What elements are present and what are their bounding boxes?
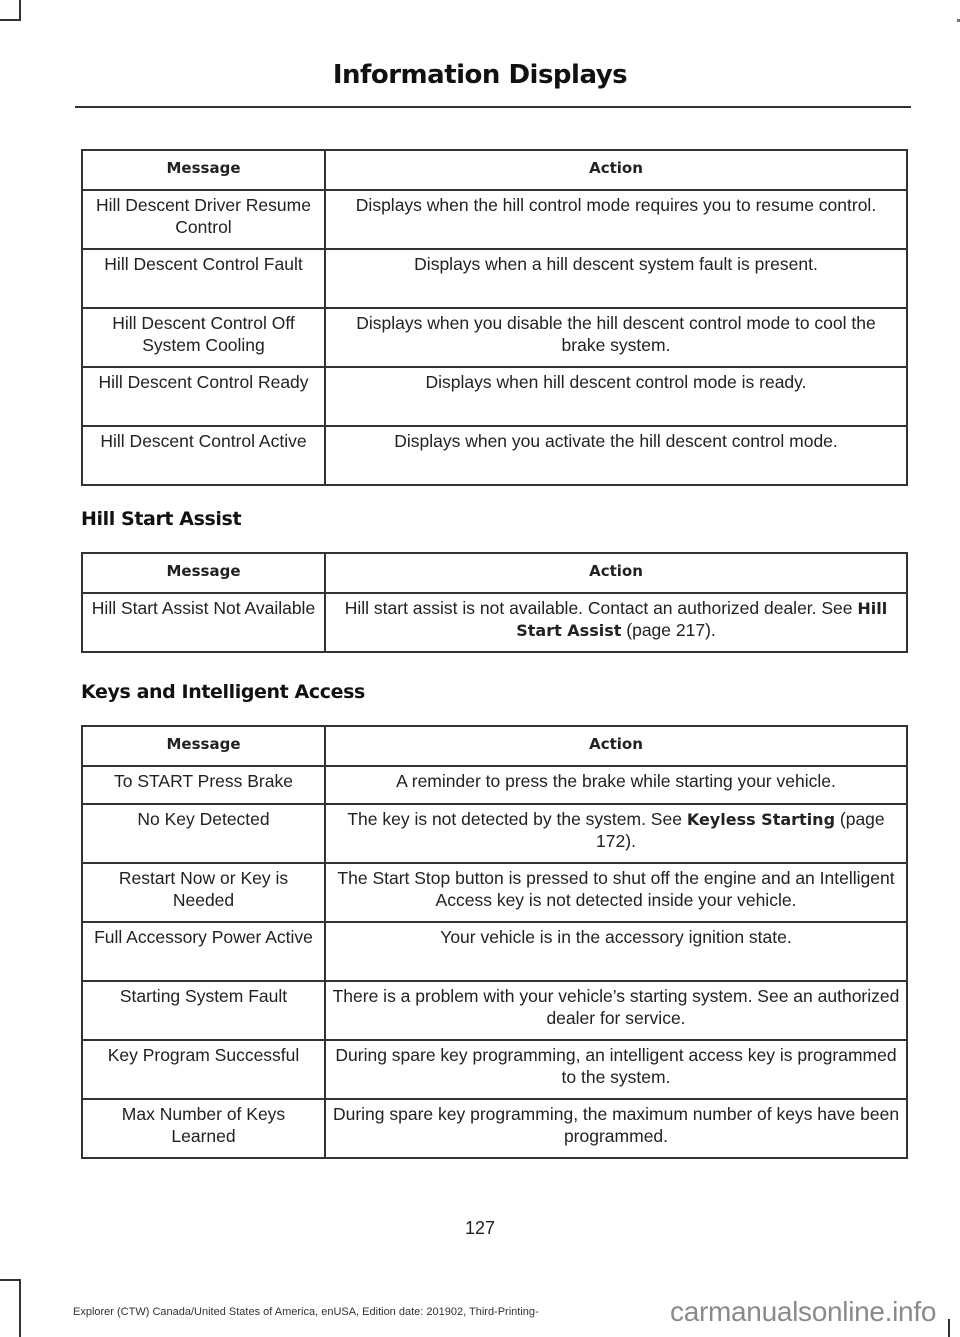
action-cell: Displays when you disable the hill descent control mode to cool the brake system. <box>325 308 907 367</box>
action-cell: During spare key programming, the maximum number of keys have been programmed. <box>325 1099 907 1158</box>
cross-reference-link[interactable]: Keyless Starting <box>686 810 836 829</box>
table-row <box>82 863 907 922</box>
table-row <box>82 922 907 981</box>
table-row <box>82 426 907 485</box>
action-cell <box>325 804 907 863</box>
title-divider <box>75 106 911 108</box>
column-header-action: Action <box>325 726 907 766</box>
message-cell: Hill Descent Control Off System Cooling <box>82 308 325 367</box>
action-text: The key is not detected by the system. See <box>347 809 682 829</box>
column-header-message: Message <box>82 553 325 593</box>
column-header-action: Action <box>325 553 907 593</box>
page-reference: (page 217). <box>626 619 716 640</box>
crop-mark-top-left <box>0 0 21 21</box>
column-header-message: Message <box>82 726 325 766</box>
table-row <box>82 249 907 308</box>
table-row <box>82 1040 907 1099</box>
table-header-row <box>82 150 907 190</box>
message-cell: Hill Descent Control Active <box>82 426 325 485</box>
crop-mark-bottom-left <box>0 1279 21 1337</box>
keys-intelligent-access-table <box>81 725 908 1159</box>
action-cell <box>325 593 907 652</box>
action-cell: Displays when a hill descent system fault is present. <box>325 249 907 308</box>
message-cell: No Key Detected <box>82 804 325 863</box>
action-cell: Displays when hill descent control mode is ready. <box>325 367 907 426</box>
message-cell: Hill Descent Driver Resume Control <box>82 190 325 249</box>
action-cell: A reminder to press the brake while starting your vehicle. <box>325 766 907 804</box>
message-cell: To START Press Brake <box>82 766 325 804</box>
message-cell: Starting System Fault <box>82 981 325 1040</box>
message-cell: Max Number of Keys Learned <box>82 1099 325 1158</box>
table-row <box>82 804 907 863</box>
hill-descent-table <box>81 149 908 486</box>
action-cell: Displays when you activate the hill descent control mode. <box>325 426 907 485</box>
message-cell: Full Accessory Power Active <box>82 922 325 981</box>
action-text: Hill start assist is not available. Contact an authorized dealer. See <box>344 598 853 618</box>
edition-footer: Explorer (CTW) Canada/United States of America, enUSA, Edition date: 201902, Third-Printing- <box>73 1306 539 1318</box>
table-row <box>82 190 907 249</box>
message-cell: Restart Now or Key is Needed <box>82 863 325 922</box>
column-header-message: Message <box>82 150 325 190</box>
hill-start-assist-table <box>81 552 908 653</box>
table-header-row <box>82 553 907 593</box>
crop-mark-bottom-right <box>948 1319 950 1337</box>
table-row <box>82 308 907 367</box>
section-heading-keys-intelligent-access: Keys and Intelligent Access <box>81 681 365 703</box>
action-cell: The Start Stop button is pressed to shut off the engine and an Intelligent Access key is not detected inside your vehicle. <box>325 863 907 922</box>
section-heading-hill-start-assist: Hill Start Assist <box>81 508 242 530</box>
message-cell: Hill Descent Control Fault <box>82 249 325 308</box>
column-header-action: Action <box>325 150 907 190</box>
page-title: Information Displays <box>332 60 628 90</box>
table-row <box>82 593 907 652</box>
table-row <box>82 981 907 1040</box>
message-cell: Hill Descent Control Ready <box>82 367 325 426</box>
table-row <box>82 367 907 426</box>
message-cell: Hill Start Assist Not Available <box>82 593 325 652</box>
table-row <box>82 766 907 804</box>
page-reference: (page 172). <box>596 809 885 851</box>
message-cell: Key Program Successful <box>82 1040 325 1099</box>
action-cell: Your vehicle is in the accessory ignition state. <box>325 922 907 981</box>
table-header-row <box>82 726 907 766</box>
page-number: 127 <box>464 1218 496 1238</box>
action-cell: During spare key programming, an intelligent access key is programmed to the system. <box>325 1040 907 1099</box>
table-row <box>82 1099 907 1158</box>
cross-reference-link[interactable]: Hill Start Assist <box>516 599 888 640</box>
watermark: carmanualsonline.info <box>670 1296 937 1327</box>
action-cell: There is a problem with your vehicle’s starting system. See an authorized dealer for service. <box>325 981 907 1040</box>
action-cell: Displays when the hill control mode requires you to resume control. <box>325 190 907 249</box>
